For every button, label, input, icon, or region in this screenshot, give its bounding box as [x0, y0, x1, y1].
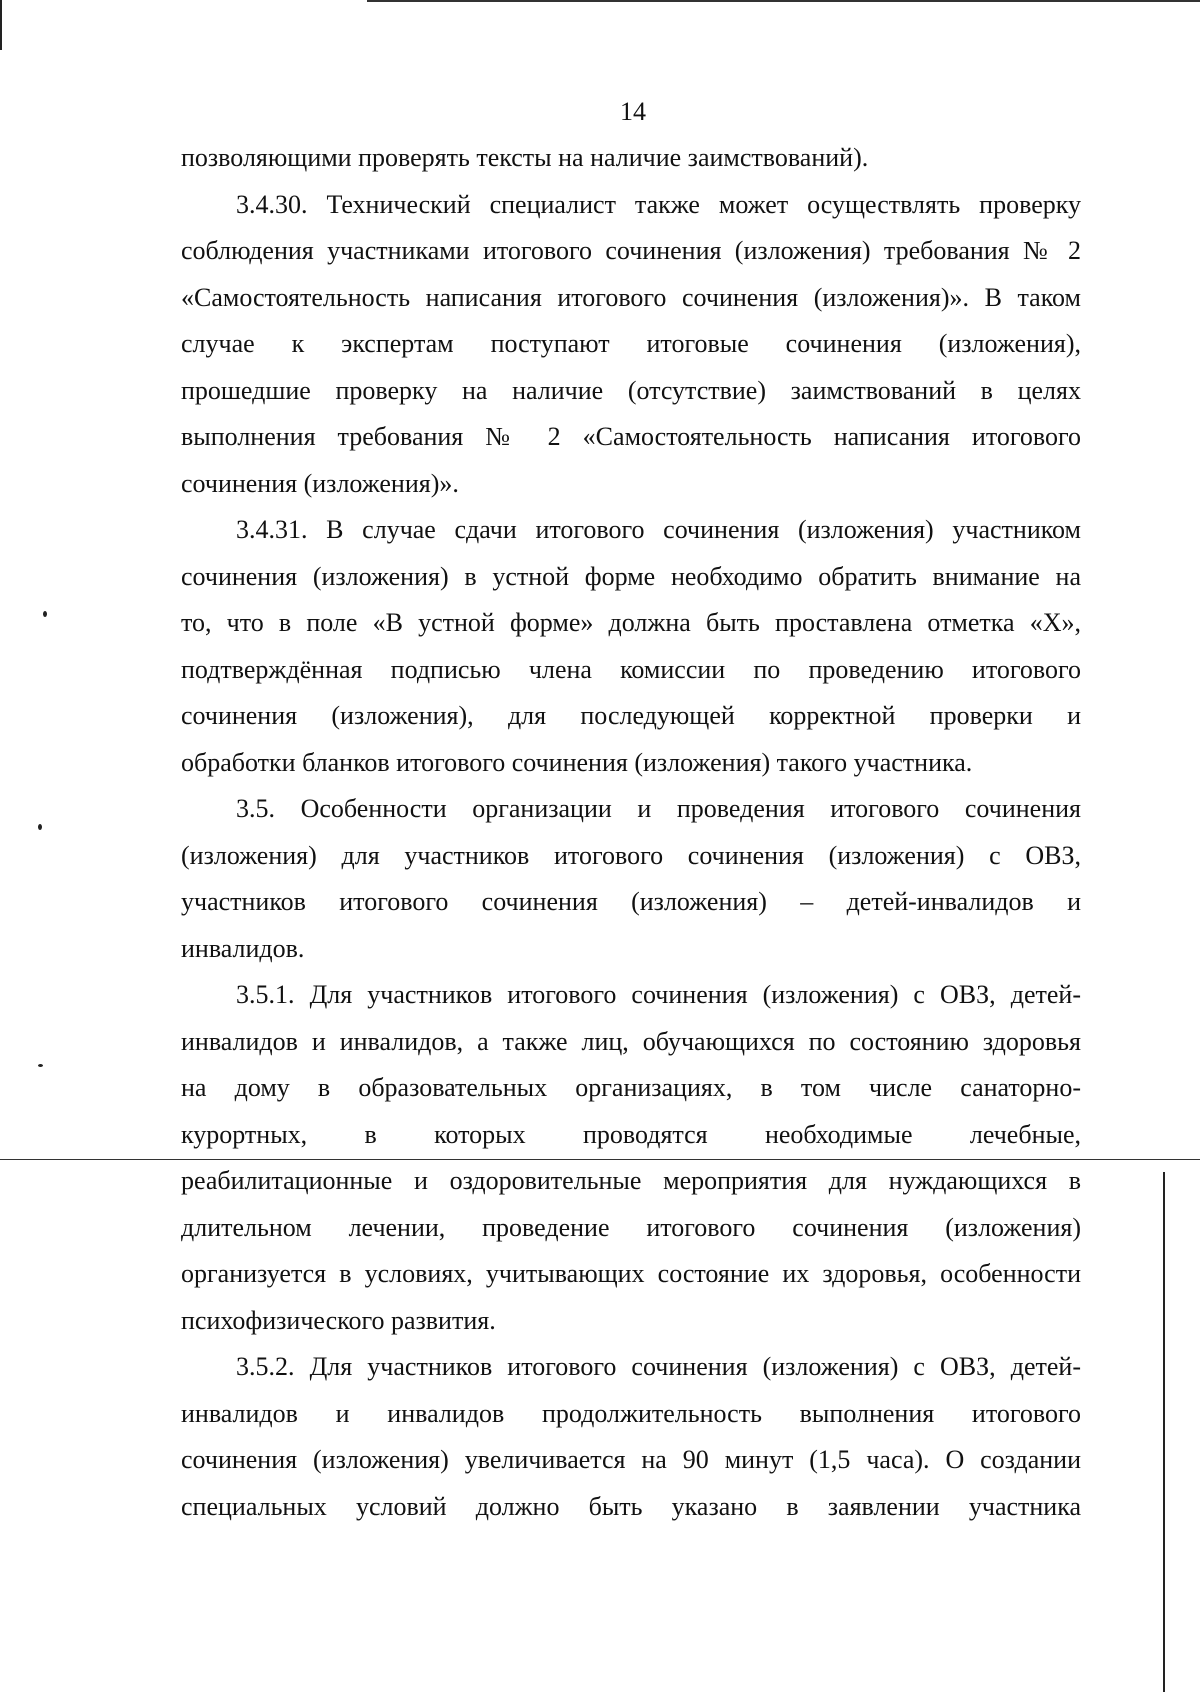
- document-body: [181, 135, 1081, 1530]
- text-line: сочинения (изложения) увеличивается на 90 минут (1,5 часа). О создании: [181, 1445, 1081, 1474]
- text-line: (изложения) для участников итогового сочинения (изложения) с ОВЗ,: [181, 840, 1081, 870]
- text-line: выполнения требования № 2 «Самостоятельность написания итогового: [181, 422, 1081, 451]
- text-line: 3.5.2. Для участников итогового сочинения (изложения) с ОВЗ, детей-: [236, 1352, 1081, 1381]
- text-line: организуется в условиях, учитывающих состояние их здоровья, особенности: [181, 1259, 1081, 1288]
- scan-speck: [43, 611, 47, 617]
- text-line: случае к экспертам поступают итоговые сочинения (изложения),: [181, 329, 1081, 358]
- scan-top-rule: [367, 0, 1200, 2]
- text-line: подтверждённая подписью члена комиссии по проведению итогового: [181, 654, 1081, 684]
- scan-left-edge: [0, 0, 2, 50]
- text-line: 3.4.31. В случае сдачи итогового сочинения (изложения) участником: [236, 515, 1081, 544]
- text-line: инвалидов и инвалидов, а также лиц, обучающихся по состоянию здоровья: [181, 1026, 1081, 1056]
- text-line: прошедшие проверку на наличие (отсутствие) заимствований в целях: [181, 375, 1081, 405]
- text-line: 3.5. Особенности организации и проведения итогового сочинения: [236, 794, 1081, 823]
- text-line: сочинения (изложения) в устной форме необходимо обратить внимание на: [181, 561, 1081, 591]
- text-line: сочинения (изложения)».: [181, 468, 459, 498]
- text-line: психофизического развития.: [181, 1305, 496, 1335]
- text-line: курортных, в которых проводятся необходимые лечебные,: [181, 1119, 1081, 1149]
- text-line: инвалидов и инвалидов продолжительность выполнения итогового: [181, 1398, 1081, 1428]
- scan-right-edge: [1163, 1172, 1165, 1692]
- text-line: на дому в образовательных организациях, в том числе санаторно-: [181, 1073, 1081, 1102]
- text-line: длительном лечении, проведение итогового сочинения (изложения): [181, 1212, 1081, 1242]
- text-line: обработки бланков итогового сочинения (изложения) такого участника.: [181, 747, 973, 777]
- text-line: то, что в поле «В устной форме» должна быть проставлена отметка «Х»,: [181, 608, 1081, 637]
- text-line: реабилитационные и оздоровительные мероприятия для нуждающихся в: [181, 1166, 1081, 1195]
- scan-speck: [38, 824, 42, 830]
- text-line: инвалидов.: [181, 933, 305, 963]
- text-line: позволяющими проверять тексты на наличие заимствований).: [181, 143, 869, 172]
- text-line: специальных условий должно быть указано в заявлении участника: [181, 1491, 1081, 1521]
- text-line: сочинения (изложения), для последующей корректной проверки и: [181, 701, 1081, 730]
- text-line: 3.4.30. Технический специалист также может осуществлять проверку: [236, 189, 1081, 219]
- text-line: «Самостоятельность написания итогового сочинения (изложения)». В таком: [181, 282, 1081, 312]
- text-line: участников итогового сочинения (изложения) – детей-инвалидов и: [181, 887, 1081, 916]
- page-number: 14: [620, 97, 646, 126]
- text-line: 3.5.1. Для участников итогового сочинения (изложения) с ОВЗ, детей-: [236, 980, 1081, 1009]
- text-line: соблюдения участниками итогового сочинения (изложения) требования № 2: [181, 236, 1081, 265]
- scan-speck: [38, 1064, 43, 1067]
